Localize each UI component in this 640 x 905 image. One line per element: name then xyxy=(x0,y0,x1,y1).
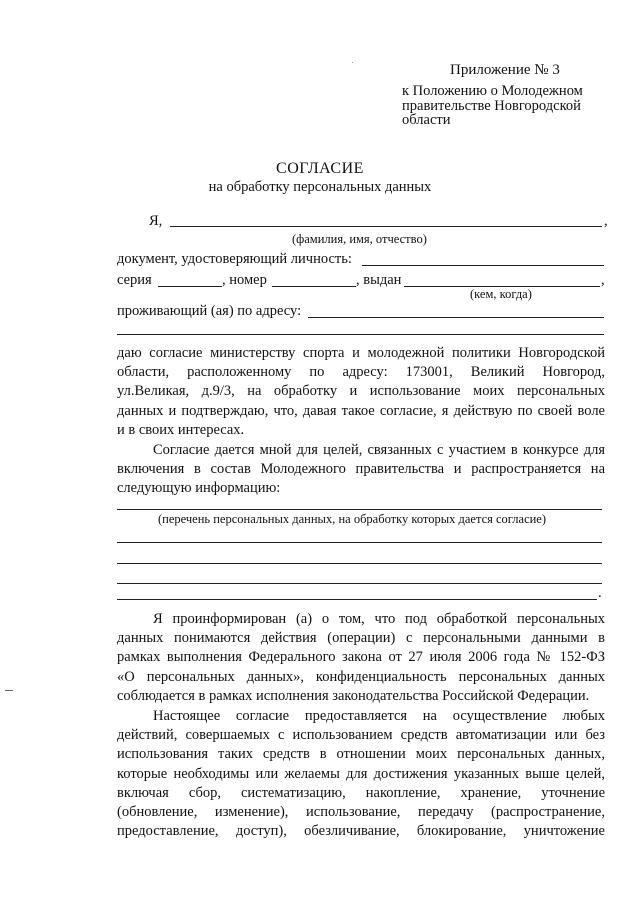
scan-margin-mark xyxy=(5,690,13,691)
p3-line: Я проинформирован (а) о том, что под обработкой персональных xyxy=(153,611,605,627)
p4-line: которые необходимы или желаемы для достижения указанных выше целей, xyxy=(117,765,605,782)
number-label: , номер xyxy=(222,272,267,288)
pd-list-line-4[interactable] xyxy=(117,583,602,584)
issued-comma: , xyxy=(601,272,605,288)
p4-line: Настоящее согласие предоставляется на осуществление любых xyxy=(153,708,605,724)
p1-line: даю согласие министерству спорта и молодежной политики Новгородской xyxy=(117,345,605,361)
consent-paragraph xyxy=(117,344,605,440)
pd-list-line-5[interactable] xyxy=(117,599,597,600)
issued-hint: (кем, когда) xyxy=(470,287,532,301)
series-field-line[interactable] xyxy=(158,286,222,287)
pd-list-hint: (перечень персональных данных, на обработку которых дается согласие) xyxy=(158,512,547,526)
p4-line: включая сбор, систематизацию, накопление, хранение, уточнение xyxy=(117,784,605,801)
purpose-paragraph xyxy=(117,441,605,499)
p3-line: соблюдается в рамках исполнения законодательства Российской Федерации. xyxy=(117,687,590,704)
pd-list-line-2[interactable] xyxy=(117,542,602,543)
appendix-line-2: правительстве Новгородской xyxy=(402,98,581,114)
p2-line: Согласие дается мной для целей, связанных с участием в конкурсе для xyxy=(153,442,605,458)
p4-line: (обновление, изменение), использование, передачу (распространение, xyxy=(117,804,605,821)
issued-label: , выдан xyxy=(356,272,402,288)
series-label: серия xyxy=(117,272,152,288)
doc-label: документ, удостоверяющий личность: xyxy=(117,251,352,267)
p3-line: рамках выполнения Федерального закона от 27 июля 2006 года № 152-ФЗ xyxy=(117,649,605,666)
p2-line: включения в состав Молодежного правительства и распространяется на xyxy=(117,461,605,478)
p1-line: ул.Великая, д.9/3, на обработку и использование моих персональных xyxy=(117,383,605,400)
p2-line: следующую информацию: xyxy=(117,480,281,497)
scan-speck xyxy=(352,62,353,63)
doc-field-line[interactable] xyxy=(362,265,604,266)
appendix-number: Приложение № 3 xyxy=(450,62,560,78)
p3-line: «О персональных данных», конфиденциальность персональных данных xyxy=(117,668,605,685)
address-label: проживающий (ая) по адресу: xyxy=(117,303,302,319)
p4-line: использования таких средств в отношении моих персональных данных, xyxy=(117,746,605,763)
p4-line: предоставление, доступ), обезличивание, блокирование, уничтожение xyxy=(117,823,605,840)
document-subtitle: на обработку персональных данных xyxy=(208,179,432,195)
scope-paragraph xyxy=(117,707,605,841)
fio-field-line[interactable] xyxy=(170,226,602,227)
appendix-line-1: к Положению о Молодежном xyxy=(402,83,583,99)
fio-hint: (фамилия, имя, отчество) xyxy=(292,232,427,246)
appendix-line-3: области xyxy=(402,112,451,128)
p1-line: области, расположенному по адресу: 173001, Великий Новгород, xyxy=(117,364,605,381)
pd-list-line-3[interactable] xyxy=(117,563,602,564)
address-field-line-1[interactable] xyxy=(308,317,604,318)
i-label: Я, xyxy=(149,213,163,229)
pd-list-period: . xyxy=(598,585,602,601)
document-title: СОГЛАСИЕ xyxy=(276,160,364,177)
address-field-line-2[interactable] xyxy=(117,334,604,335)
p1-line: и в своих интересах. xyxy=(117,421,245,438)
informed-paragraph xyxy=(117,610,605,706)
number-field-line[interactable] xyxy=(272,286,356,287)
p3-line: данных понимаются действия (операции) с персональными данными в xyxy=(117,630,605,647)
p1-line: данных и подтверждаю, что, давая такое согласие, я действую по своей воле xyxy=(117,402,605,419)
fio-comma: , xyxy=(604,213,608,229)
p4-line: действий, совершаемых с использованием средств автоматизации или без xyxy=(117,727,605,744)
pd-list-line-1[interactable] xyxy=(117,509,602,510)
